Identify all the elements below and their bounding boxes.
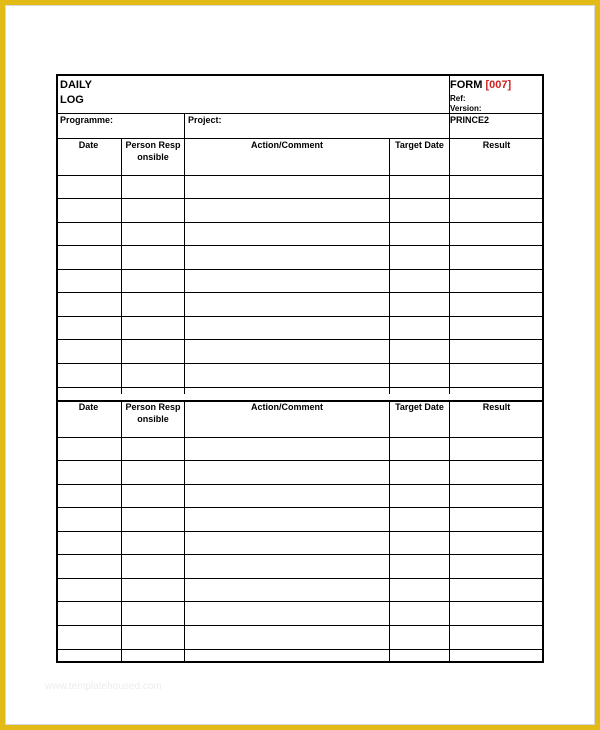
- ref-label: Ref:: [450, 94, 466, 103]
- grid-line: [56, 316, 544, 317]
- grid-line: [56, 387, 544, 388]
- grid-line: [56, 601, 544, 602]
- form-label: FORM: [450, 79, 483, 91]
- grid-line: [389, 138, 390, 394]
- col-date-header: Date: [78, 140, 99, 150]
- form-number: [007]: [485, 79, 512, 91]
- grid-line: [121, 138, 122, 394]
- grid-line: [56, 175, 544, 176]
- grid-line: [56, 269, 544, 270]
- grid-line: [56, 460, 544, 461]
- col-action-header: Action/Comment: [251, 402, 323, 412]
- grid-line: [56, 222, 544, 223]
- grid-line: [449, 138, 450, 394]
- col-target-header: Target Date: [395, 140, 444, 150]
- grid-line: [542, 74, 544, 663]
- project-label: Project:: [188, 115, 222, 125]
- grid-line: [56, 363, 544, 364]
- grid-line: [184, 113, 185, 138]
- grid-line: [56, 138, 544, 139]
- grid-line: [449, 400, 450, 661]
- grid-line: [184, 400, 185, 661]
- grid-line: [449, 74, 450, 138]
- grid-line: [121, 400, 122, 661]
- grid-line: [56, 649, 544, 650]
- grid-line: [56, 292, 544, 293]
- col-result-header: Result: [482, 402, 511, 412]
- grid-line: [56, 74, 58, 663]
- version-label: Version:: [450, 104, 482, 113]
- grid-line: [56, 507, 544, 508]
- grid-line: [389, 400, 390, 661]
- grid-line: [56, 400, 544, 402]
- col-target-header: Target Date: [395, 402, 444, 412]
- grid-line: [56, 531, 544, 532]
- col-action-header: Action/Comment: [251, 140, 323, 150]
- col-result-header: Result: [482, 140, 511, 150]
- grid-line: [56, 578, 544, 579]
- col-person-header: Person Responsible: [125, 140, 181, 162]
- grid-line: [56, 625, 544, 626]
- form-id: [450, 79, 511, 91]
- grid-line: [56, 661, 544, 663]
- watermark: www.templatehoused.com: [45, 681, 162, 692]
- title-line-2: LOG: [60, 94, 84, 106]
- grid-line: [56, 245, 544, 246]
- method-label: PRINCE2: [450, 115, 490, 125]
- title-line-1: DAILY: [60, 79, 92, 91]
- grid-line: [56, 198, 544, 199]
- col-date-header: Date: [78, 402, 99, 412]
- grid-line: [56, 484, 544, 485]
- form-page: [5, 5, 595, 725]
- grid-line: [56, 554, 544, 555]
- col-person-header: Person Responsible: [125, 402, 181, 424]
- grid-line: [56, 113, 544, 114]
- grid-line: [56, 74, 544, 76]
- grid-line: [56, 437, 544, 438]
- grid-line: [56, 339, 544, 340]
- programme-label: Programme:: [60, 115, 114, 125]
- grid-line: [184, 138, 185, 394]
